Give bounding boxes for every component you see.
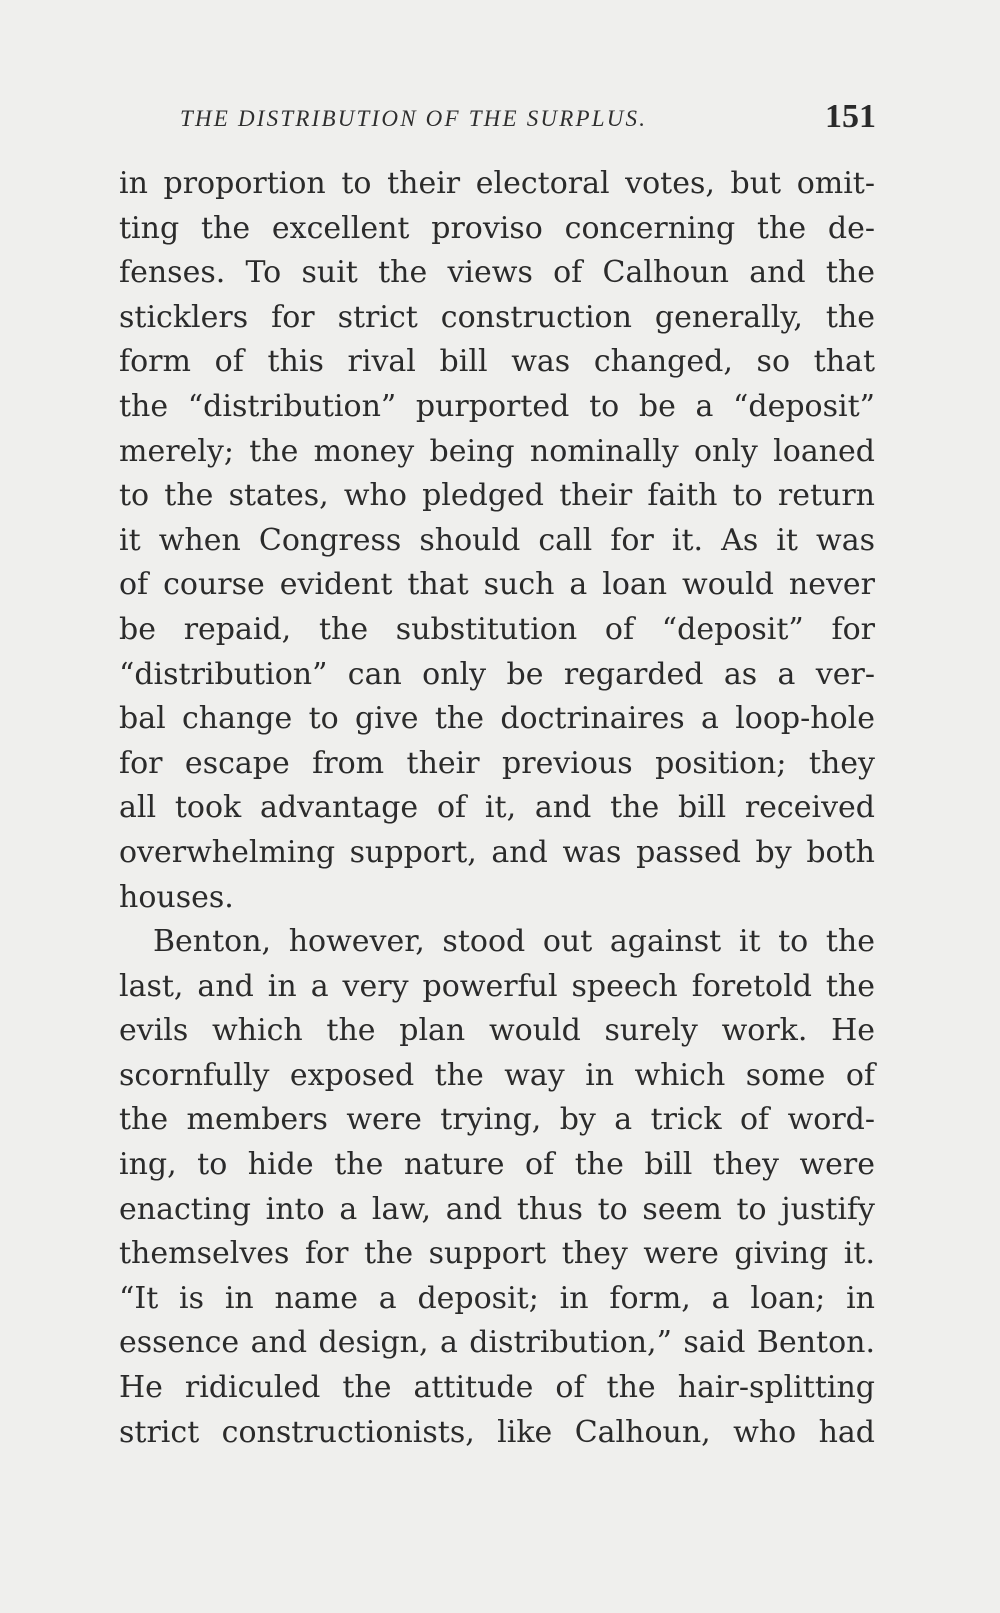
text-line: form of this rival bill was changed, so that	[119, 344, 875, 380]
paragraph-end-line: houses.	[119, 879, 234, 915]
text-line: scornfully exposed the way in which some of	[119, 1057, 875, 1093]
text-line: all took advantage of it, and the bill received	[119, 790, 875, 826]
text-line: “distribution” can only be regarded as a ver-	[119, 656, 875, 692]
text-line: it when Congress should call for it. As it was	[119, 522, 875, 558]
running-title: THE DISTRIBUTION OF THE SURPLUS.	[180, 106, 648, 131]
text-line: essence and design, a distribution,” said Benton.	[119, 1325, 875, 1361]
text-line: evils which the plan would surely work. He	[119, 1013, 875, 1049]
text-line: for escape from their previous position; they	[119, 745, 875, 781]
text-line: the “distribution” purported to be a “deposit”	[119, 388, 875, 424]
text-line: “It is in name a deposit; in form, a loan; in	[119, 1280, 875, 1316]
text-line: to the states, who pledged their faith to return	[119, 478, 875, 514]
text-line: of course evident that such a loan would never	[119, 567, 875, 603]
paragraph-first-line: Benton, however, stood out against it to the	[153, 924, 875, 960]
text-line: bal change to give the doctrinaires a loop-hole	[119, 701, 875, 737]
text-line: strict constructionists, like Calhoun, who had	[119, 1414, 875, 1450]
text-line: ting the excellent proviso concerning the de-	[119, 210, 875, 246]
text-line: sticklers for strict construction generally, the	[119, 299, 875, 335]
text-line: themselves for the support they were giving it.	[119, 1236, 875, 1272]
page-number: 151	[825, 98, 876, 135]
text-line: merely; the money being nominally only loaned	[119, 433, 875, 469]
text-line: last, and in a very powerful speech foretold the	[119, 968, 875, 1004]
text-line: in proportion to their electoral votes, but omit-	[119, 166, 875, 201]
text-line: He ridiculed the attitude of the hair-splitting	[119, 1370, 875, 1406]
text-line: enacting into a law, and thus to seem to justify	[119, 1191, 875, 1227]
running-head	[180, 98, 876, 138]
text-line: the members were trying, by a trick of word-	[119, 1102, 875, 1138]
text-line: ing, to hide the nature of the bill they were	[119, 1147, 875, 1183]
text-line: fenses. To suit the views of Calhoun and the	[119, 255, 875, 291]
text-line: be repaid, the substitution of “deposit” for	[119, 611, 875, 647]
text-line: overwhelming support, and was passed by both	[119, 834, 875, 870]
body-text	[119, 162, 875, 1455]
